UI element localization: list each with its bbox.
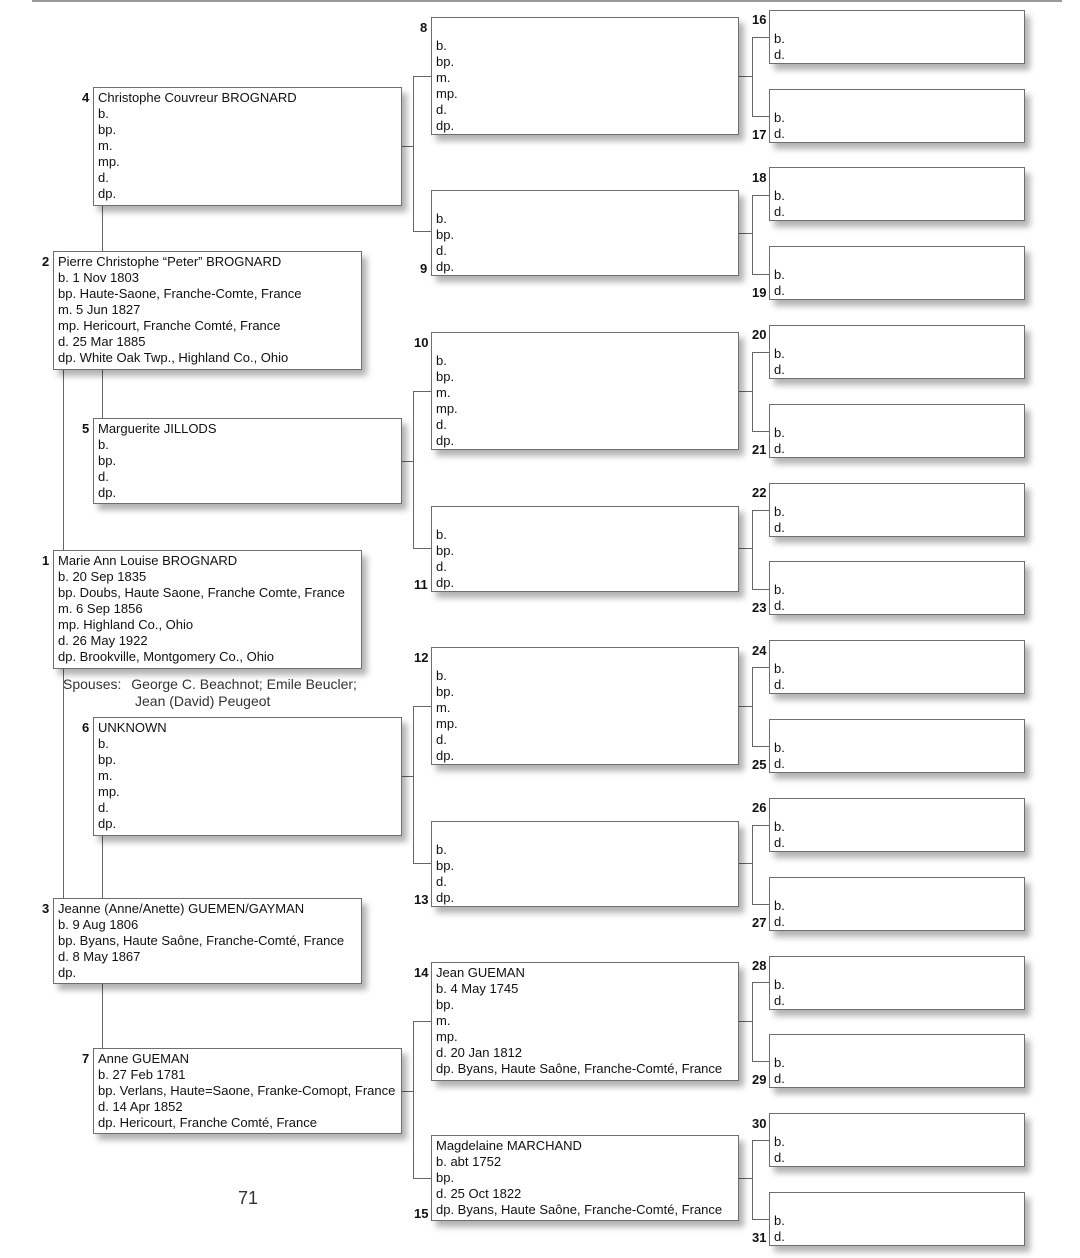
connector-line <box>739 706 753 707</box>
person-detail: d. <box>774 1229 785 1244</box>
person-box-2 <box>53 251 362 370</box>
person-detail: dp. <box>436 890 455 905</box>
person-detail: b. <box>774 31 785 46</box>
person-detail: b. <box>436 668 447 683</box>
person-detail: b. <box>436 38 447 53</box>
person-name: Anne GUEMAN <box>98 1051 190 1066</box>
person-detail: bp. Doubs, Haute Saone, Franche Comte, France <box>58 585 345 600</box>
connector-line <box>102 370 103 418</box>
connector-line <box>739 548 753 549</box>
connector-line <box>413 391 414 548</box>
person-detail: bp. <box>436 369 455 384</box>
person-name: Jean GUEMAN <box>436 965 525 980</box>
person-box-1 <box>53 550 362 669</box>
person-detail: b. 20 Sep 1835 <box>58 569 147 584</box>
connector-line <box>739 1021 753 1022</box>
person-number: 17 <box>752 127 767 142</box>
person-detail: b. <box>774 898 785 913</box>
person-detail: b. abt 1752 <box>436 1154 502 1169</box>
person-detail: mp. <box>436 401 458 416</box>
connector-line <box>752 116 769 117</box>
person-detail: d. <box>98 800 109 815</box>
person-detail: d. 25 Oct 1822 <box>436 1186 522 1201</box>
person-number: 9 <box>420 261 428 276</box>
person-number: 24 <box>752 643 767 658</box>
connector-line <box>413 1178 431 1179</box>
person-number: 16 <box>752 12 767 27</box>
person-detail: m. <box>436 70 451 85</box>
connector-line <box>752 825 753 904</box>
person-number: 25 <box>752 757 767 772</box>
person-detail: bp. Byans, Haute Saône, Franche-Comté, France <box>58 933 345 948</box>
person-detail: d. <box>436 559 447 574</box>
person-detail: bp. Verlans, Haute=Saone, Franke-Comopt, France <box>98 1083 396 1098</box>
person-detail: mp. <box>436 1029 458 1044</box>
person-number: 26 <box>752 800 767 815</box>
person-number: 27 <box>752 915 767 930</box>
person-detail: d. <box>774 598 785 613</box>
person-number: 4 <box>82 90 90 105</box>
person-number: 19 <box>752 285 767 300</box>
connector-line <box>413 76 414 231</box>
person-detail: mp. Hericourt, Franche Comté, France <box>58 318 281 333</box>
person-detail: d. <box>774 204 785 219</box>
connector-line <box>752 667 753 746</box>
top-rule <box>32 0 1062 2</box>
person-detail: d. <box>774 126 785 141</box>
person-box-26 <box>769 798 1025 852</box>
person-name: Jeanne (Anne/Anette) GUEMEN/GAYMAN <box>58 901 305 916</box>
person-number: 14 <box>414 965 429 980</box>
person-number: 30 <box>752 1116 767 1131</box>
person-detail: b. <box>774 188 785 203</box>
connector-line <box>102 836 103 898</box>
person-detail: bp. <box>98 122 117 137</box>
person-detail: dp. Byans, Haute Saône, Franche-Comté, France <box>436 1061 723 1076</box>
person-detail: mp. <box>98 154 120 169</box>
person-detail: d. <box>436 732 447 747</box>
person-detail: d. <box>774 283 785 298</box>
person-detail: mp. <box>98 784 120 799</box>
person-box-10 <box>431 332 739 450</box>
connector-line <box>413 706 414 863</box>
person-detail: bp. <box>436 684 455 699</box>
person-name: Marguerite JILLODS <box>98 421 217 436</box>
person-box-9 <box>431 190 739 276</box>
person-detail: dp. <box>436 259 455 274</box>
person-detail: dp. Byans, Haute Saône, Franche-Comté, France <box>436 1202 723 1217</box>
connector-line <box>752 904 769 905</box>
person-detail: d. <box>436 102 447 117</box>
person-detail: b. <box>774 504 785 519</box>
person-name: Christophe Couvreur BROGNARD <box>98 90 297 105</box>
person-detail: dp. Hericourt, Franche Comté, France <box>98 1115 317 1130</box>
person-detail: b. <box>774 740 785 755</box>
person-box-21 <box>769 404 1025 458</box>
person-box-11 <box>431 506 739 592</box>
person-number: 1 <box>42 553 50 568</box>
person-detail: m. 5 Jun 1827 <box>58 302 141 317</box>
person-number: 31 <box>752 1230 767 1245</box>
person-detail: b. <box>774 819 785 834</box>
person-box-16 <box>769 10 1025 64</box>
person-detail: dp. <box>98 485 117 500</box>
person-box-7 <box>93 1048 402 1134</box>
page-number: 71 <box>238 1188 259 1208</box>
connector-line <box>752 195 769 196</box>
connector-line <box>102 206 103 251</box>
person-box-17 <box>769 89 1025 143</box>
connector-line <box>739 391 753 392</box>
connector-line <box>752 195 753 274</box>
person-detail: d. <box>774 47 785 62</box>
person-number: 21 <box>752 442 767 457</box>
person-detail: mp. <box>436 86 458 101</box>
person-number: 22 <box>752 485 767 500</box>
person-detail: m. <box>98 768 113 783</box>
connector-line <box>102 984 103 1048</box>
person-detail: dp. <box>58 965 77 980</box>
person-detail: bp. <box>436 54 455 69</box>
person-detail: mp. Highland Co., Ohio <box>58 617 194 632</box>
person-detail: bp. Haute-Saone, Franche-Comte, France <box>58 286 302 301</box>
person-detail: d. 20 Jan 1812 <box>436 1045 523 1060</box>
person-box-8 <box>431 17 739 135</box>
person-detail: bp. <box>436 227 455 242</box>
person-box-19 <box>769 246 1025 300</box>
spouses-line-1: George C. Beachnot; Emile Beucler; <box>131 676 357 692</box>
person-detail: dp. <box>436 433 455 448</box>
person-detail: dp. <box>98 816 117 831</box>
person-detail: d. 25 Mar 1885 <box>58 334 146 349</box>
person-detail: b. <box>774 1134 785 1149</box>
person-detail: m. 6 Sep 1856 <box>58 601 143 616</box>
person-box-30 <box>769 1113 1025 1167</box>
person-box-13 <box>431 821 739 907</box>
connector-line <box>413 391 431 392</box>
person-detail: d. <box>98 170 109 185</box>
person-number: 23 <box>752 600 767 615</box>
person-detail: dp. <box>436 118 455 133</box>
connector-line <box>413 548 431 549</box>
person-box-18 <box>769 167 1025 221</box>
person-detail: d. <box>98 469 109 484</box>
connector-line <box>739 1178 753 1179</box>
person-detail: d. <box>774 677 785 692</box>
person-detail: b. <box>436 211 447 226</box>
connector-line <box>413 1021 414 1178</box>
person-detail: d. 14 Apr 1852 <box>98 1099 183 1114</box>
person-detail: m. <box>436 1013 451 1028</box>
person-detail: b. <box>774 1055 785 1070</box>
connector-line <box>752 746 769 747</box>
person-detail: bp. <box>436 1170 455 1185</box>
connector-line <box>413 76 431 77</box>
person-detail: d. 8 May 1867 <box>58 949 141 964</box>
person-detail: b. <box>436 527 447 542</box>
person-number: 11 <box>414 577 428 592</box>
connector-line <box>413 863 431 864</box>
person-detail: b. <box>98 437 109 452</box>
person-detail: bp. <box>98 453 117 468</box>
connector-line <box>752 510 769 511</box>
person-detail: d. <box>774 835 785 850</box>
person-box-20 <box>769 325 1025 379</box>
person-number: 5 <box>82 421 90 436</box>
connector-line <box>413 231 431 232</box>
person-box-31 <box>769 1192 1025 1246</box>
connector-line <box>739 233 753 234</box>
person-detail: d. <box>774 993 785 1008</box>
person-detail: d. <box>436 417 447 432</box>
person-box-3 <box>53 898 362 984</box>
person-detail: b. 1 Nov 1803 <box>58 270 139 285</box>
connector-line <box>752 352 769 353</box>
connector-line <box>752 1140 769 1141</box>
person-detail: m. <box>436 385 451 400</box>
spouses-note <box>63 676 357 710</box>
person-detail: b. <box>436 353 447 368</box>
connector-line <box>752 37 769 38</box>
person-detail: b. <box>436 842 447 857</box>
connector-line <box>413 1021 431 1022</box>
person-detail: b. <box>98 736 109 751</box>
person-detail: d. <box>774 1150 785 1165</box>
person-box-24 <box>769 640 1025 694</box>
person-number: 6 <box>82 720 90 735</box>
connector-line <box>63 370 64 550</box>
person-detail: b. 27 Feb 1781 <box>98 1067 186 1082</box>
connector-line <box>752 352 753 431</box>
person-detail: dp. <box>436 748 455 763</box>
person-detail: d. <box>774 914 785 929</box>
person-number: 13 <box>414 892 429 907</box>
person-box-14 <box>431 962 739 1081</box>
person-detail: bp. <box>436 858 455 873</box>
person-detail: b. <box>774 582 785 597</box>
person-detail: d. <box>436 874 447 889</box>
person-number: 20 <box>752 327 767 342</box>
person-detail: mp. <box>436 716 458 731</box>
person-detail: d. <box>774 362 785 377</box>
connector-line <box>752 667 769 668</box>
spouses-label: Spouses: <box>63 676 122 692</box>
connector-line <box>752 1140 753 1219</box>
person-number: 10 <box>414 335 429 350</box>
person-detail: m. <box>98 138 113 153</box>
person-number: 29 <box>752 1072 767 1087</box>
person-detail: d. <box>774 441 785 456</box>
connector-line <box>752 982 769 983</box>
person-detail: bp. <box>436 997 455 1012</box>
person-detail: dp. <box>436 575 455 590</box>
person-detail: d. <box>774 756 785 771</box>
connector-line <box>752 510 753 589</box>
person-number: 18 <box>752 170 767 185</box>
person-detail: b. 4 May 1745 <box>436 981 519 996</box>
person-detail: b. <box>774 661 785 676</box>
person-number: 8 <box>420 20 428 35</box>
person-detail: d. 26 May 1922 <box>58 633 148 648</box>
connector-line <box>752 589 769 590</box>
person-box-27 <box>769 877 1025 931</box>
person-detail: b. <box>774 1213 785 1228</box>
person-detail: bp. <box>436 543 455 558</box>
connector-line <box>739 863 753 864</box>
person-detail: b. <box>774 110 785 125</box>
person-detail: m. <box>436 700 451 715</box>
connector-line <box>752 37 753 116</box>
person-number: 12 <box>414 650 429 665</box>
person-number: 2 <box>42 254 50 269</box>
person-detail: dp. White Oak Twp., Highland Co., Ohio <box>58 350 289 365</box>
person-detail: d. <box>774 1071 785 1086</box>
person-name: Pierre Christophe “Peter” BROGNARD <box>58 254 282 269</box>
spouses-line-2: Jean (David) Peugeot <box>135 693 271 709</box>
person-box-5 <box>93 418 402 504</box>
person-detail: b. <box>774 425 785 440</box>
person-box-4 <box>93 87 402 206</box>
person-number: 28 <box>752 958 767 973</box>
connector-line <box>752 431 769 432</box>
person-box-15 <box>431 1135 739 1221</box>
connector-line <box>752 982 753 1061</box>
person-number: 7 <box>82 1051 90 1066</box>
person-detail: b. <box>774 267 785 282</box>
person-name: Magdelaine MARCHAND <box>436 1138 582 1153</box>
person-number: 3 <box>42 901 50 916</box>
person-detail: bp. <box>98 752 117 767</box>
person-box-23 <box>769 561 1025 615</box>
person-detail: b. <box>98 106 109 121</box>
person-detail: b. <box>774 346 785 361</box>
person-name: Marie Ann Louise BROGNARD <box>58 553 238 568</box>
person-box-29 <box>769 1034 1025 1088</box>
person-detail: d. <box>436 243 447 258</box>
person-detail: dp. Brookville, Montgomery Co., Ohio <box>58 649 275 664</box>
person-detail: b. 9 Aug 1806 <box>58 917 139 932</box>
person-box-12 <box>431 647 739 765</box>
person-box-22 <box>769 483 1025 537</box>
connector-line <box>752 825 769 826</box>
connector-line <box>739 76 753 77</box>
person-box-6 <box>93 717 402 836</box>
connector-line <box>752 1061 769 1062</box>
connector-line <box>752 1219 769 1220</box>
person-box-25 <box>769 719 1025 773</box>
person-name: UNKNOWN <box>98 720 167 735</box>
person-detail: dp. <box>98 186 117 201</box>
person-detail: d. <box>774 520 785 535</box>
connector-line <box>752 274 769 275</box>
person-box-28 <box>769 956 1025 1010</box>
person-number: 15 <box>414 1206 429 1221</box>
connector-line <box>413 706 431 707</box>
person-detail: b. <box>774 977 785 992</box>
